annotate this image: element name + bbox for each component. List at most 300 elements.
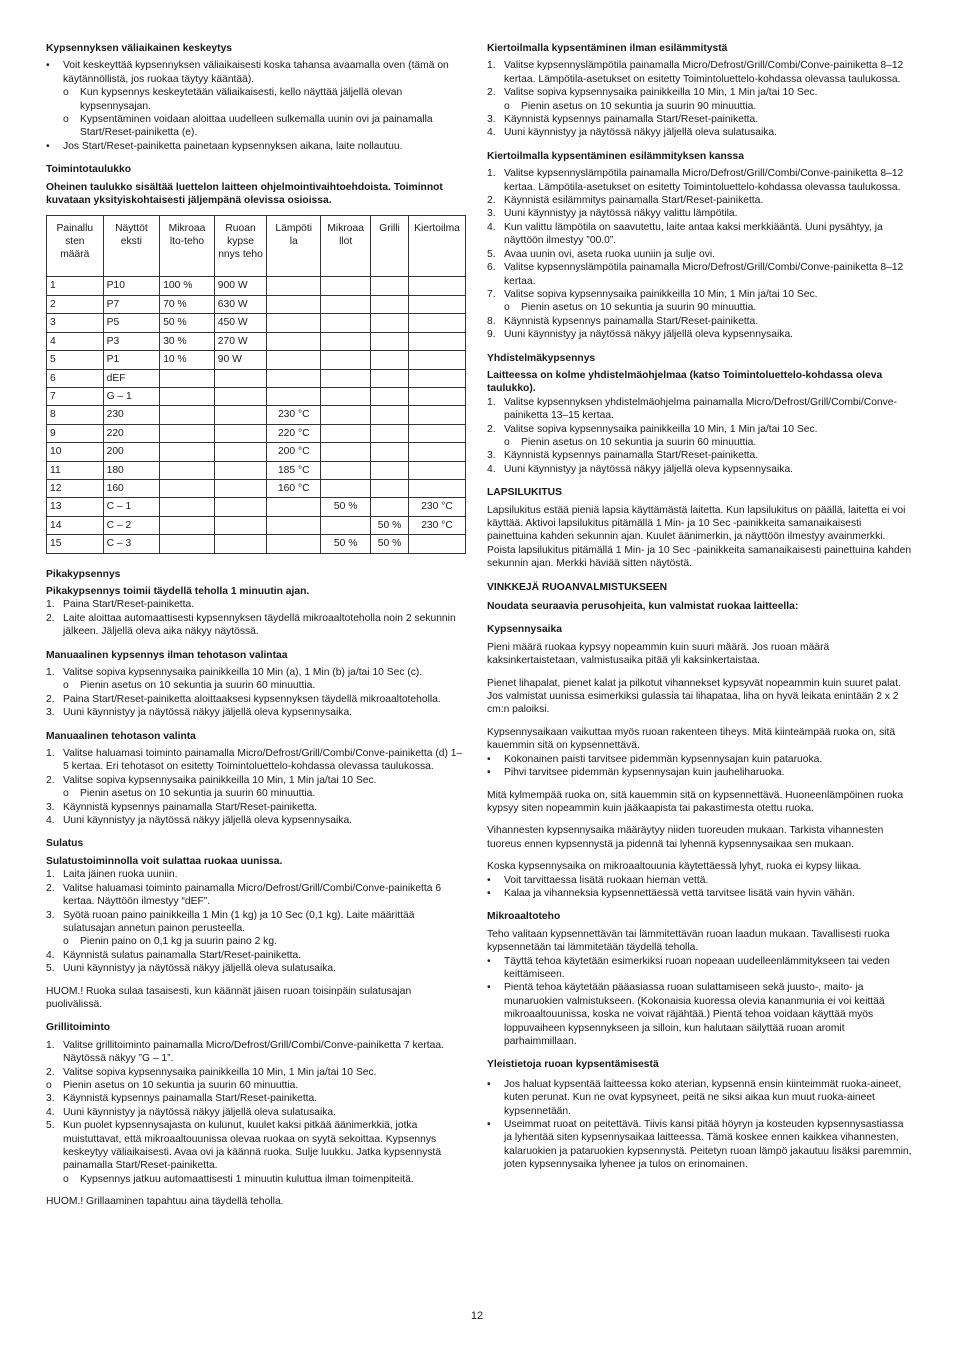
list-item [487, 766, 912, 779]
table-cell: 50 % [371, 516, 409, 534]
table-cell [267, 387, 321, 405]
section-microwave-power [487, 910, 912, 1048]
table-cell: P1 [103, 351, 160, 369]
table-cell [214, 498, 267, 516]
table-cell [409, 479, 466, 497]
list-item [46, 962, 466, 975]
table-cell: 10 % [160, 351, 215, 369]
list-marker: 1. [487, 396, 496, 408]
list-marker: 4. [487, 221, 496, 233]
list-item-text: Uuni käynnistyy ja näytössä näkyy jäljellä oleva kypsennysaika. [63, 707, 353, 719]
table-cell: 200 [103, 443, 160, 461]
list-item [487, 194, 912, 207]
table-cell [214, 461, 267, 479]
table-cell [214, 479, 267, 497]
convection-no-preheat-list [487, 59, 912, 139]
list-item-text: Paina Start/Reset-painiketta. [63, 599, 195, 611]
table-cell: C – 1 [103, 498, 160, 516]
list-item [487, 221, 912, 248]
table-row [47, 332, 466, 350]
heading-pause: Kypsennyksen väliaikainen keskeytys [46, 43, 233, 54]
table-row [47, 406, 466, 424]
list-marker: • [487, 753, 491, 765]
list-marker: o [63, 1173, 69, 1185]
list-item-text: Valitse sopiva kypsennysaika painikkeilla 10 Min, 1 Min ja/tai 10 Sec. [63, 774, 377, 786]
table-cell [371, 277, 409, 295]
list-item [46, 666, 466, 679]
combi-list [487, 396, 912, 476]
table-cell: 9 [47, 424, 104, 442]
list-marker: 5. [46, 1120, 55, 1132]
table-cell [321, 479, 371, 497]
list-item [46, 1079, 466, 1092]
table-cell: 8 [47, 406, 104, 424]
list-item [46, 935, 466, 948]
table-header-row [47, 216, 466, 277]
list-item-text: Pienin asetus on 10 sekuntia ja suurin 60 minuuttia. [80, 680, 316, 692]
table-row [47, 443, 466, 461]
table-cell [267, 314, 321, 332]
list-marker: 1. [46, 667, 55, 678]
list-marker: 4. [487, 127, 496, 139]
defrost-list [46, 868, 466, 975]
list-item-text: Voit keskeyttää kypsennyksen väliaikaisesti koska tahansa avaamalla oven (tämä on käytännöllistä, jos ruokaa täytyy kääntää). [63, 60, 449, 85]
table-cell: 270 W [214, 332, 267, 350]
table-cell [160, 479, 215, 497]
list-marker: 3. [46, 1093, 55, 1105]
heading-convection-no-preheat: Kiertoilmalla kypsentäminen ilman esilämmitystä [487, 43, 728, 54]
table-cell: 900 W [214, 277, 267, 295]
list-item-text: Pienin asetus on 10 sekuntia ja suurin 60 minuuttia. [80, 788, 316, 800]
list-item-text: Jos Start/Reset-painiketta painetaan kypsennyksen aikana, laite nollautuu. [63, 140, 403, 152]
list-item-text: Kypsennys jatkuu automaattisesti 1 minuutin kuluttua ilman toimenpiteitä. [80, 1173, 414, 1185]
list-item [487, 261, 912, 288]
table-row [47, 314, 466, 332]
list-marker: 3. [487, 114, 496, 126]
table-cell [321, 351, 371, 369]
list-item [46, 1066, 466, 1079]
cooking-time-bullets-1 [487, 753, 912, 780]
table-cell [321, 295, 371, 313]
table-cell [409, 535, 466, 553]
list-item-text: Kokonainen paisti tarvitsee pidemmän kypsennysajan kuin pataruoka. [504, 753, 823, 765]
section-convection-no-preheat [487, 42, 912, 140]
table-cell: 50 % [371, 535, 409, 553]
table-row [47, 351, 466, 369]
table-cell [371, 332, 409, 350]
list-item [46, 909, 466, 936]
table-cell [409, 461, 466, 479]
list-marker: • [487, 767, 491, 779]
list-item-text: Täyttä tehoa käytetään esimerkiksi ruoan nopeaan uudelleenlämmitykseen tai veden keittämiseen. [504, 955, 890, 980]
table-cell [321, 332, 371, 350]
table-cell: 4 [47, 332, 104, 350]
list-marker: • [487, 887, 491, 899]
table-row [47, 535, 466, 553]
table-cell [160, 387, 215, 405]
table-cell: P7 [103, 295, 160, 313]
table-cell [214, 443, 267, 461]
section-pause [46, 42, 466, 153]
table-cell [267, 295, 321, 313]
list-marker: o [504, 302, 510, 314]
cooking-time-p3: Kypsennysaikaan vaikuttaa myös ruoan rakenteen tiheys. Mitä kiinteämpää ruoka on, sitä kauemmin sitä on kypsennettävä. [487, 726, 896, 752]
list-marker: • [46, 140, 50, 152]
list-item-text: Valitse haluamasi toiminto painamalla Micro/Defrost/Grill/Combi/Conve-painiketta (d) 1–5 kertaa. Eri tehotasot on esitetty Toimintoluettelo-kohdassa olevassa taulukossa. [63, 748, 463, 773]
list-marker: 2. [46, 774, 55, 786]
table-cell [267, 498, 321, 516]
list-item [487, 436, 912, 449]
table-row [47, 295, 466, 313]
list-marker: o [46, 1079, 52, 1091]
list-item [487, 887, 912, 900]
cooking-time-p6: Koska kypsennysaika on mikroaaltouunia käytettäessä lyhyt, ruoka ei kypsy liikaa. [487, 861, 862, 873]
table-cell: dEF [103, 369, 160, 387]
list-item-text: Valitse sopiva kypsennysaika painikkeilla 10 Min, 1 Min ja/tai 10 Sec. [504, 87, 818, 99]
heading-grill: Grillitoiminto [46, 1022, 111, 1034]
table-cell [321, 314, 371, 332]
list-item [46, 113, 466, 140]
table-cell [409, 406, 466, 424]
list-item-text: Käynnistä kypsennys painamalla Start/Reset-painiketta. [63, 801, 318, 813]
table-cell: 90 W [214, 351, 267, 369]
heading-combi: Yhdistelmäkypsennys [487, 352, 596, 364]
table-cell [214, 387, 267, 405]
table-cell [160, 516, 215, 534]
table-row [47, 387, 466, 405]
table-cell: P10 [103, 277, 160, 295]
table-cell: 15 [47, 535, 104, 553]
table-cell [267, 535, 321, 553]
list-item-text: Valitse kypsennyslämpötila painamalla Micro/Defrost/Grill/Combi/Conve-painiketta 8–12 kertaa. Lämpötila-asetukset on esitetty Toimintoluettelo-kohdassa olevassa taulukossa. [504, 60, 904, 85]
cooking-time-p1: Pieni määrä ruokaa kypsyy nopeammin kuin suuri määrä. Jos ruoan määrä kaksinkertaistetaan, valmistusaika pitää yli kaksinkertaistaa. [487, 641, 830, 667]
list-item [46, 1173, 466, 1186]
list-item-text: Pienin paino on 0,1 kg ja suurin paino 2 kg. [80, 936, 277, 948]
table-cell: 160 [103, 479, 160, 497]
table-cell [267, 516, 321, 534]
table-row [47, 461, 466, 479]
table-cell [160, 443, 215, 461]
list-item [487, 248, 912, 261]
list-item [46, 693, 466, 706]
table-cell: 100 % [160, 277, 215, 295]
table-cell [371, 461, 409, 479]
list-marker: • [487, 1119, 491, 1131]
list-item [46, 801, 466, 814]
list-marker: 2. [46, 1066, 55, 1078]
list-item [46, 774, 466, 787]
table-cell: 6 [47, 369, 104, 387]
list-item-text: Uuni käynnistyy ja näytössä näkyy jäljellä oleva kypsennysaika. [504, 329, 794, 341]
list-item-text: Uuni käynnistyy ja näytössä näkyy jäljellä oleva sulatusaika. [63, 1106, 337, 1118]
list-item-text: Pientä tehoa käytetään pääasiassa ruoan sulattamiseen sekä juusto-, maito- ja munaruokien valmistukseen. (Kokonaisia kuoressa olevia kananmunia ei voi keittää mikroaaltouunissa, koska ne voivat räjähtää.) Pientä tehoa voidaan käyttää myös loppuvaiheen kypsennykseen ja silloin, kun halutaan säilyttää ruoan aromit parhaimmillaan. [504, 982, 885, 1047]
table-cell: 450 W [214, 314, 267, 332]
table-cell [267, 332, 321, 350]
list-item [487, 449, 912, 462]
defrost-lead: Sulatustoiminnolla voit sulattaa ruokaa uunissa. [46, 855, 283, 867]
table-cell: 13 [47, 498, 104, 516]
list-item-text: Kun puolet kypsennysajasta on kulunut, kuulet kaksi pitkää äänimerkkiä, jotka muistuttavat, että mikroaaltouunissa olevaa ruokaa on syytä sekoittaa. Kypsennys keskeytyy väliaikaisesti. Avaa ovi ja käännä ruoka. Sulje luukku. Jatka kypsennystä painamalla Start/Reset-painiketta. [63, 1120, 442, 1172]
heading-power-select: Manuaalinen tehotason valinta [46, 730, 196, 742]
list-marker: • [487, 874, 491, 886]
heading-cooking-time: Kypsennysaika [487, 624, 562, 636]
table-cell: 630 W [214, 295, 267, 313]
list-marker: o [63, 87, 69, 99]
microwave-power-list [487, 955, 912, 1049]
list-item-text: Pihvi tarvitsee pidemmän kypsennysajan kuin jauheliharuoka. [504, 767, 785, 779]
section-function-table [46, 163, 466, 553]
list-marker: • [487, 1078, 491, 1090]
list-item [487, 315, 912, 328]
table-cell [160, 406, 215, 424]
section-power-select [46, 730, 466, 828]
list-item-text: Syötä ruoan paino painikkeilla 1 Min (1 kg) ja 10 Sec (0,1 kg). Laite määrittää sulatusajan annetun painon perusteella. [63, 909, 415, 934]
table-cell [371, 424, 409, 442]
list-item [487, 288, 912, 301]
heading-microwave-power: Mikroaaltoteho [487, 911, 561, 923]
heading-function-table: Toimintotaulukko [46, 164, 132, 176]
table-column-header: Mikroaa llot [321, 216, 371, 277]
list-marker: 1. [487, 168, 496, 180]
list-item [487, 86, 912, 99]
table-cell [321, 443, 371, 461]
list-item-text: Kun valittu lämpötila on saavutettu, laite antaa kaksi merkkiääntä. Uuni pysähtyy, ja näyttöön ilmestyy ”00.0”. [504, 221, 883, 247]
grill-list [46, 1039, 466, 1186]
list-marker: 5. [487, 248, 496, 260]
list-item [487, 126, 912, 139]
list-item-text: Valitse kypsennyslämpötila painamalla Micro/Defrost/Grill/Combi/Conve-painiketta 8–12 kertaa. [504, 262, 904, 287]
list-item-text: Useimmat ruoat on peitettävä. Tiivis kansi pitää höyryn ja kosteuden kypsennysastiassa ja lyhentää siten kypsennysaikaa laitteessa. Tämä koskee ennen kaikkea vihannesten, kalaruokien ja pataruokien kypsennystä. Peitetyn ruoan lämpö jakautuu lisäksi paremmin, joten kypsennysaika lyhenee ja tulos on erinomainen. [504, 1119, 912, 1171]
section-convection-preheat [487, 150, 912, 342]
table-cell [409, 387, 466, 405]
table-cell [160, 369, 215, 387]
table-cell [409, 277, 466, 295]
list-item-text: Kypsentäminen voidaan aloittaa uudelleen sulkemalla uunin ovi ja painamalla Start/Reset-painiketta (e). [80, 114, 433, 139]
list-item [487, 874, 912, 887]
defrost-note: HUOM.! Ruoka sulaa tasaisesti, kun käännät jäisen ruoan toisinpäin sulatusajan puolivälissä. [46, 985, 412, 1010]
table-cell: 230 [103, 406, 160, 424]
table-cell [371, 387, 409, 405]
table-cell [371, 406, 409, 424]
microwave-power-p1: Teho valitaan kypsennettävän tai lämmitettävän ruoan laadun mukaan. Tavallisesti ruoka kypsennetään tai lämmitetään täydellä teholla. [487, 928, 890, 954]
manual-cook-list [46, 666, 466, 720]
list-item [46, 1119, 466, 1173]
list-item-text: Pienin asetus on 10 sekuntia ja suurin 60 minuuttia. [521, 436, 757, 448]
list-item-text: Uuni käynnistyy ja näytössä näkyy jäljellä oleva kypsennysaika. [63, 815, 353, 827]
list-item-text: Pienin asetus on 10 sekuntia ja suurin 90 minuuttia. [521, 100, 757, 112]
heading-cooking-tips: VINKKEJÄ RUOANVALMISTUKSEEN [487, 581, 668, 593]
table-row [47, 369, 466, 387]
table-cell [214, 369, 267, 387]
table-cell: G – 1 [103, 387, 160, 405]
list-item-text: Käynnistä kypsennys painamalla Start/Reset-painiketta. [63, 1093, 318, 1105]
list-item-text: Voit tarvittaessa lisätä ruokaan hieman vettä. [504, 874, 709, 886]
list-marker: • [487, 955, 491, 967]
quick-cook-lead: Pikakypsennys toimii täydellä teholla 1 minuutin ajan. [46, 585, 310, 597]
table-cell [409, 314, 466, 332]
list-marker: • [487, 982, 491, 994]
table-cell: 11 [47, 461, 104, 479]
list-item [46, 86, 466, 113]
list-marker: 8. [487, 315, 496, 327]
table-column-header: Ruoan kypse nnys teho [214, 216, 267, 277]
table-row [47, 424, 466, 442]
table-cell: 50 % [321, 498, 371, 516]
list-marker: 4. [46, 815, 55, 827]
table-cell: 185 °C [267, 461, 321, 479]
list-item-text: Valitse grillitoiminto painamalla Micro/Defrost/Grill/Combi/Conve-painiketta 7 kertaa. Näytössä näkyy ”G – 1”. [63, 1039, 444, 1065]
table-cell: 220 °C [267, 424, 321, 442]
list-item [487, 113, 912, 126]
table-cell: 7 [47, 387, 104, 405]
table-cell: 12 [47, 479, 104, 497]
table-cell [267, 351, 321, 369]
table-cell: 220 [103, 424, 160, 442]
list-item [46, 140, 466, 153]
list-marker: o [63, 680, 69, 692]
list-marker: 1. [46, 869, 55, 881]
list-marker: • [46, 60, 50, 72]
list-item [46, 814, 466, 827]
list-marker: 1. [46, 599, 55, 611]
list-marker: 2. [487, 87, 496, 99]
list-item [487, 328, 912, 341]
table-column-header: Grilli [371, 216, 409, 277]
table-cell: 200 °C [267, 443, 321, 461]
table-cell [371, 479, 409, 497]
table-cell: 5 [47, 351, 104, 369]
list-item [487, 423, 912, 436]
list-item-text: Pienin asetus on 10 sekuntia ja suurin 90 minuuttia. [521, 302, 757, 314]
list-item [487, 463, 912, 476]
table-cell [409, 424, 466, 442]
list-item-text: Käynnistä sulatus painamalla Start/Reset-painiketta. [63, 949, 302, 961]
table-cell: 2 [47, 295, 104, 313]
section-cooking-tips [487, 581, 912, 614]
list-marker: 3. [46, 707, 55, 719]
list-item [487, 167, 912, 194]
table-cell [160, 498, 215, 516]
list-item-text: Uuni käynnistyy ja näytössä näkyy jäljellä oleva sulatusaika. [63, 963, 337, 975]
list-item [487, 396, 912, 423]
list-item [487, 1078, 912, 1118]
list-item [487, 207, 912, 220]
table-cell: 70 % [160, 295, 215, 313]
list-marker: o [504, 436, 510, 448]
list-item-text: Käynnistä esilämmitys painamalla Start/Reset-painiketta. [504, 195, 764, 207]
child-lock-text: Lapsilukitus estää pieniä lapsia käyttämästä laitetta. Kun lapsilukitus on päällä, laitetta ei voi käyttää. Aktivoi lapsilukitus pitämällä 1 Min- ja 10 Sec -painikkeita samanaikaisesti painettuina kahden sekunnin ajan. Kuulet äänimerkin, ja näyttöön ilmestyy avainmerkki. Poista lapsilukitus pitämällä 1 Min- ja 10 Sec -painikkeita samanaikaisesti painettuina kahden sekunnin ajan. Merkki häviää sitten näytöstä. [487, 504, 912, 570]
cooking-time-p5: Vihannesten kypsennysaika määräytyy niiden tuoreuden mukaan. Tarkista vihannesten tuoreus ennen kypsennystä ja pidennä tai lyhennä kypsennysaikaa sen mukaan. [487, 825, 884, 850]
table-cell [267, 277, 321, 295]
list-marker: 1. [487, 60, 496, 72]
table-cell [409, 332, 466, 350]
heading-general-info: Yleistietoja ruoan kypsentämisestä [487, 1059, 659, 1071]
table-cell [409, 351, 466, 369]
list-item-text: Valitse sopiva kypsennysaika painikkeilla 10 Min, 1 Min ja/tai 10 Sec. [504, 288, 818, 300]
list-item-text: Kun kypsennys keskeytetään väliaikaisesti, kello näyttää jäljellä olevan kypsennysajan. [80, 87, 403, 112]
list-item-text: Käynnistä kypsennys painamalla Start/Reset-painiketta. [504, 114, 759, 126]
list-item-text: Kalaa ja vihanneksia kypsennettäessä vettä tarvitsee lisätä vain hyvin vähän. [504, 887, 855, 899]
section-quick-cook [46, 568, 466, 639]
list-item-text: Valitse haluamasi toiminto painamalla Micro/Defrost/Grill/Combi/Conve-painiketta 6 kertaa. Näyttöön ilmestyy “dEF”. [63, 882, 442, 908]
page-number: 12 [470, 1310, 484, 1322]
table-column-header: Lämpöti la [267, 216, 321, 277]
table-cell [160, 535, 215, 553]
list-marker: o [63, 114, 69, 126]
list-marker: 4. [487, 463, 496, 475]
table-cell [321, 516, 371, 534]
table-row [47, 498, 466, 516]
heading-manual-cook: Manuaalinen kypsennys ilman tehotason valintaa [46, 649, 288, 661]
table-cell: 160 °C [267, 479, 321, 497]
list-marker: o [63, 788, 69, 800]
table-column-header: Kiertoilma [409, 216, 466, 277]
table-cell [321, 406, 371, 424]
list-marker: 1. [46, 1039, 55, 1051]
list-marker: 2. [487, 195, 496, 207]
list-marker: o [63, 936, 69, 948]
list-item [46, 706, 466, 719]
list-item-text: Jos haluat kypsentää laitteessa koko aterian, kypsennä ensin kiinteimmät ruoka-aineet, kuten perunat. Kun ne ovat kypsyneet, peitä ne siksi aikaa kun muut ruoka-aineet kypsennetään. [504, 1078, 902, 1117]
table-cell: 230 °C [409, 498, 466, 516]
list-marker: 9. [487, 329, 496, 341]
table-cell [214, 535, 267, 553]
table-column-header: Mikroaa lto-teho [160, 216, 215, 277]
list-item [46, 1039, 466, 1066]
list-item [46, 949, 466, 962]
convection-preheat-list [487, 167, 912, 341]
table-cell [409, 443, 466, 461]
list-item [46, 747, 466, 774]
list-item-text: Valitse sopiva kypsennysaika painikkeilla 10 Min, 1 Min ja/tai 10 Sec. [504, 423, 818, 435]
list-item-text: Käynnistä kypsennys painamalla Start/Reset-painiketta. [504, 315, 759, 327]
table-cell [321, 461, 371, 479]
list-item [46, 787, 466, 800]
list-marker: 3. [46, 909, 55, 921]
table-cell [160, 424, 215, 442]
list-marker: 3. [487, 450, 496, 462]
function-table-intro: Oheinen taulukko sisältää luettelon laitteen ohjelmointivaihtoehdoista. Toiminnot kuvataan yksityiskohtaisesti jäljempänä olevissa osioissa. [46, 181, 443, 207]
list-marker: 3. [487, 208, 496, 220]
table-cell [321, 424, 371, 442]
list-item [487, 301, 912, 314]
section-general-info [487, 1058, 912, 1171]
table-cell: C – 3 [103, 535, 160, 553]
table-cell: P3 [103, 332, 160, 350]
table-cell [371, 498, 409, 516]
cooking-time-p2: Pienet lihapalat, pienet kalat ja pilkotut vihannekset kypsyvät nopeammin kuin suuret palat. Jos valmistat uunissa esimerkiksi gulassia tai lihapataa, liha on hyvä leikata enintään 2 x 2 cm:n paloiksi. [487, 677, 901, 716]
list-item-text: Laite aloittaa automaattisesti kypsennyksen täydellä mikroaaltoteholla noin 2 sekunnin jälkeen. Jäljellä oleva aika näkyy näytössä. [63, 612, 456, 638]
heading-defrost: Sulatus [46, 838, 84, 850]
list-marker: 2. [46, 882, 55, 894]
list-marker: 3. [46, 801, 55, 813]
list-item-text: Pienin asetus on 10 sekuntia ja suurin 60 minuuttia. [63, 1079, 299, 1091]
table-cell: 14 [47, 516, 104, 534]
table-cell [371, 369, 409, 387]
table-cell [371, 351, 409, 369]
table-cell: P5 [103, 314, 160, 332]
list-item [46, 612, 466, 639]
pause-list [46, 59, 466, 153]
table-cell: C – 2 [103, 516, 160, 534]
list-marker: 7. [487, 288, 496, 300]
table-cell [371, 314, 409, 332]
table-cell: 10 [47, 443, 104, 461]
section-defrost [46, 837, 466, 1011]
list-item-text: Valitse kypsennyslämpötila painamalla Micro/Defrost/Grill/Combi/Conve-painiketta 8–12 kertaa. Lämpötila-asetukset on esitetty Toimintoluettelo-kohdassa olevassa taulukossa. [504, 168, 904, 193]
cooking-time-p4: Mitä kylmempää ruoka on, sitä kauemmin sitä on kypsennettävä. Huoneenlämpöinen ruoka kypsyy siten nopeammin kuin jääkaapista tai pakastimesta otettu ruoka. [487, 789, 904, 814]
list-item [46, 679, 466, 692]
